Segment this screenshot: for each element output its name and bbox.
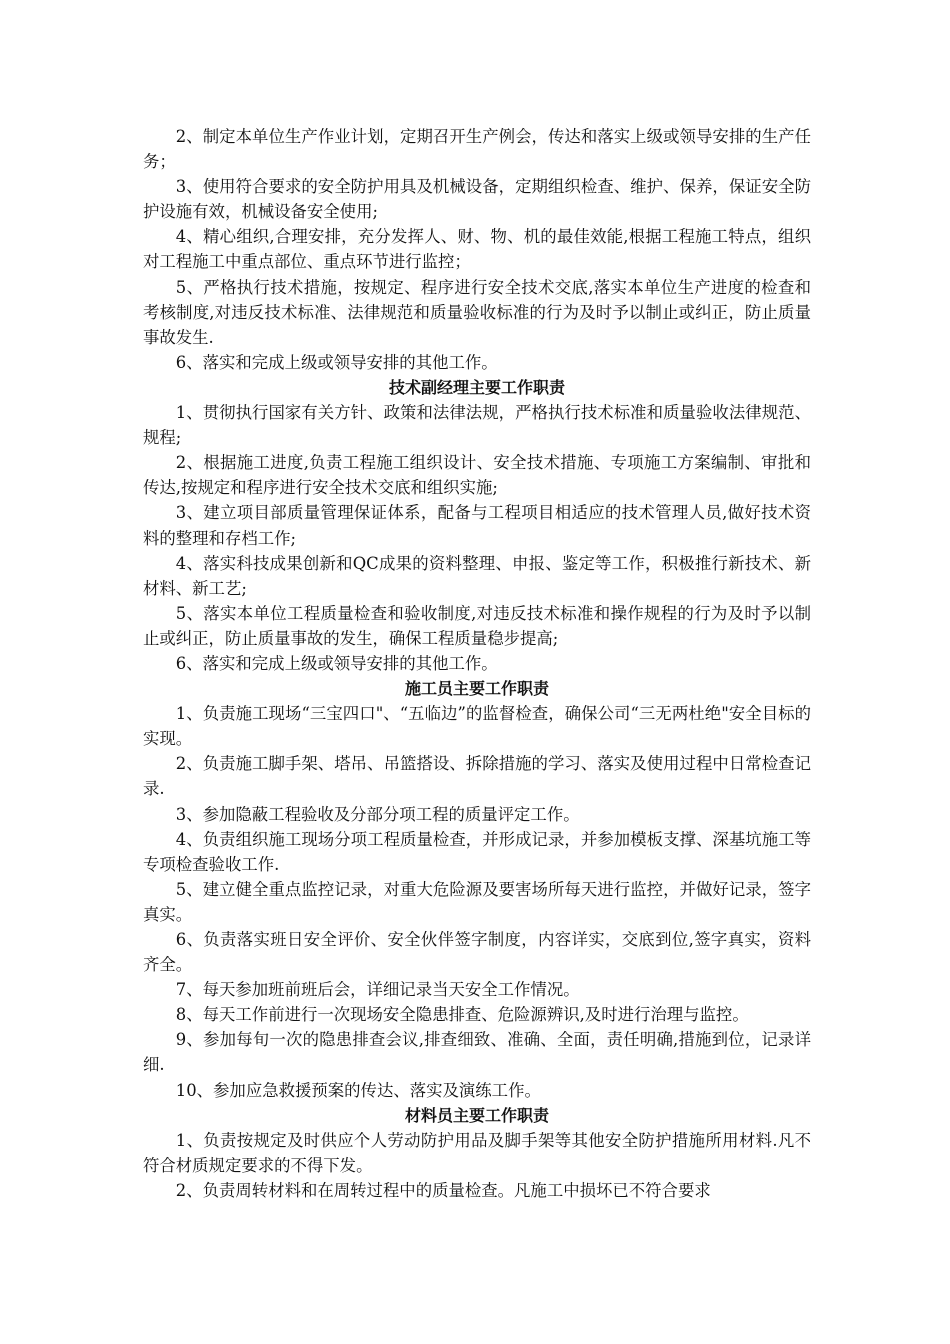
paragraph: 3、参加隐蔽工程验收及分部分项工程的质量评定工作。	[175, 804, 580, 824]
paragraph: 4、精心组织,合理安排，充分发挥人、财、物、机的最佳效能,根据工程施工特点，组织对工程施工中重点部位、重点环节进行监控；	[143, 227, 811, 272]
section-technical-deputy-manager	[143, 375, 811, 676]
paragraph: 4、负责组织施工现场分项工程质量检查，并形成记录，并参加模板支撑、深基坑施工等专项检查验收工作.	[143, 829, 811, 874]
paragraph: 8、每天工作前进行一次现场安全隐患排查、危险源辨识,及时进行治理与监控。	[175, 1005, 749, 1025]
paragraph: 4、落实科技成果创新和QC成果的资料整理、申报、鉴定等工作，积极推行新技术、新材料、新工艺;	[143, 553, 811, 598]
paragraph: 7、每天参加班前班后会，详细记录当天安全工作情况。	[175, 980, 580, 1000]
paragraph: 6、落实和完成上级或领导安排的其他工作。	[175, 352, 498, 372]
paragraph: 2、根据施工进度,负责工程施工组织设计、安全技术措施、专项施工方案编制、审批和传达,按规定和程序进行安全技术交底和组织实施;	[143, 453, 811, 498]
paragraph: 2、负责周转材料和在周转过程中的质量检查。凡施工中损坏已不符合要求	[175, 1180, 711, 1200]
paragraph: 5、严格执行技术措施，按规定、程序进行安全技术交底,落实本单位生产进度的检查和考核制度,对违反技术标准、法律规范和质量验收标准的行为及时予以制止或纠正，防止质量事故发生.	[143, 277, 811, 347]
paragraph: 1、负责按规定及时供应个人劳动防护用品及脚手架等其他安全防护措施所用材料.凡不符合材质规定要求的不得下发。	[143, 1130, 811, 1175]
paragraph: 6、落实和完成上级或领导安排的其他工作。	[175, 653, 498, 673]
paragraph: 3、建立项目部质量管理保证体系，配备与工程项目相适应的技术管理人员,做好技术资料的整理和存档工作;	[143, 503, 811, 548]
section-heading: 技术副经理主要工作职责	[388, 377, 565, 397]
paragraph: 10、参加应急救援预案的传达、落实及演练工作。	[175, 1080, 541, 1100]
section-production	[143, 124, 811, 375]
section-heading: 施工员主要工作职责	[404, 679, 549, 699]
paragraph: 5、落实本单位工程质量检查和验收制度,对违反技术标准和操作规程的行为及时予以制止或纠正，防止质量事故的发生，确保工程质量稳步提高;	[143, 603, 811, 648]
section-materials-clerk	[143, 1103, 811, 1203]
paragraph: 2、制定本单位生产作业计划，定期召开生产例会，传达和落实上级或领导安排的生产任务；	[143, 127, 811, 172]
section-construction-worker	[143, 676, 811, 1103]
paragraph: 5、建立健全重点监控记录，对重大危险源及要害场所每天进行监控，并做好记录，签字真实。	[143, 879, 811, 924]
paragraph: 1、负责施工现场“三宝四口"、“五临边”的监督检查，确保公司“三无两杜绝"安全目标的实现。	[143, 704, 811, 749]
paragraph: 9、参加每旬一次的隐患排查会议,排查细致、准确、全面，责任明确,措施到位，记录详细.	[143, 1030, 811, 1075]
paragraph: 1、贯彻执行国家有关方针、政策和法律法规，严格执行技术标准和质量验收法律规范、规程;	[143, 403, 811, 448]
paragraph: 3、使用符合要求的安全防护用具及机械设备，定期组织检查、维护、保养，保证安全防护设施有效，机械设备安全使用;	[143, 177, 811, 222]
section-heading: 材料员主要工作职责	[404, 1105, 549, 1125]
paragraph: 6、负责落实班日安全评价、安全伙伴签字制度，内容详实，交底到位,签字真实，资料齐全。	[143, 930, 811, 975]
paragraph: 2、负责施工脚手架、塔吊、吊篮搭设、拆除措施的学习、落实及使用过程中日常检查记录.	[143, 754, 811, 799]
document-page	[143, 124, 811, 1203]
